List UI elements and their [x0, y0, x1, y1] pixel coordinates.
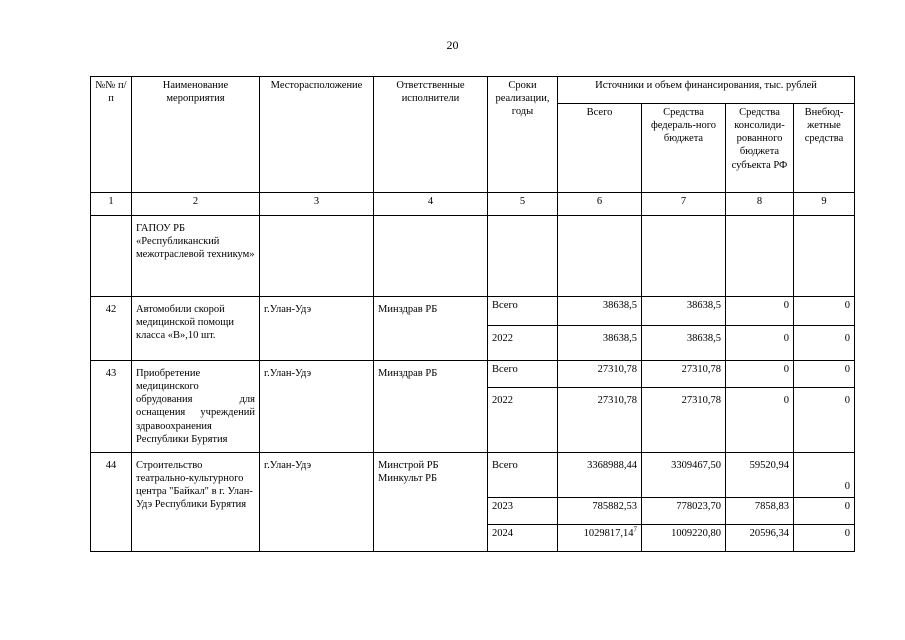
row-offbudget: 0 [794, 361, 855, 388]
column-number: 6 [558, 193, 642, 216]
header-funding-group: Источники и объем финансирования, тыс. рублей [558, 77, 855, 104]
row-federal: 1009220,80 [642, 525, 726, 552]
row-consolidated: 7858,83 [726, 498, 794, 525]
row-consolidated: 0 [726, 297, 794, 326]
row-responsible: Минздрав РБ [374, 361, 488, 453]
row-consolidated: 0 [726, 361, 794, 388]
row-period: Всего [488, 361, 558, 388]
row-location: г.Улан-Удэ [260, 361, 374, 453]
header-num: №№ п/п [91, 77, 132, 193]
row-name: Автомобили скорой медицинской помощи класса «В»,10 шт. [132, 297, 260, 361]
row-total: 38638,5 [558, 326, 642, 361]
row-name: Приобретение медицинского обрудования для оснащения учреждений здравоохранения Республики Бурятия [132, 361, 260, 453]
row-number: 44 [91, 453, 132, 552]
row-total-cell [558, 525, 642, 552]
row-offbudget: 0 [794, 525, 855, 552]
table-row [91, 297, 855, 326]
row-federal: 3309467,50 [642, 453, 726, 498]
row-offbudget: 0 [794, 326, 855, 361]
row-offbudget: 0 [794, 388, 855, 453]
row-consolidated: 59520,94 [726, 453, 794, 498]
row-period: 2022 [488, 326, 558, 361]
row-period: 2022 [488, 388, 558, 453]
table-row [91, 361, 855, 388]
row-number: 42 [91, 297, 132, 361]
row-location: г.Улан-Удэ [260, 297, 374, 361]
row-period: Всего [488, 453, 558, 498]
row-federal: 27310,78 [642, 388, 726, 453]
row-location: г.Улан-Удэ [260, 453, 374, 552]
row-total: 38638,5 [558, 297, 642, 326]
row-total: 3368988,44 [558, 453, 642, 498]
row-federal: 778023,70 [642, 498, 726, 525]
row-period: Всего [488, 297, 558, 326]
org-name: ГАПОУ РБ «Республиканский межотраслевой техникум» [132, 216, 260, 297]
page-number: 20 [446, 38, 459, 52]
row-total: 1029817,14 [583, 528, 634, 539]
header-federal: Средства федераль-ного бюджета [642, 104, 726, 193]
row-responsible: Минздрав РБ [374, 297, 488, 361]
row-consolidated: 0 [726, 388, 794, 453]
column-number: 8 [726, 193, 794, 216]
column-number: 4 [374, 193, 488, 216]
column-number: 2 [132, 193, 260, 216]
row-federal: 38638,5 [642, 326, 726, 361]
header-name: Наименование мероприятия [132, 77, 260, 193]
column-numbers-row [91, 193, 855, 216]
row-offbudget: 0 [794, 498, 855, 525]
row-offbudget: 0 [794, 453, 855, 498]
header-consolidated: Средства консолиди-рованного бюджета субъекта РФ [726, 104, 794, 193]
financing-table [90, 76, 855, 552]
column-number: 5 [488, 193, 558, 216]
row-period: 2024 [488, 525, 558, 552]
row-total: 785882,53 [558, 498, 642, 525]
row-federal: 38638,5 [642, 297, 726, 326]
row-total: 27310,78 [558, 361, 642, 388]
header-offbudget: Внебюд-жетные средства [794, 104, 855, 193]
column-number: 7 [642, 193, 726, 216]
row-name: Строительство театрально-культурного центра "Байкал" в г. Улан-Удэ Республики Бурятия [132, 453, 260, 552]
row-offbudget: 0 [794, 297, 855, 326]
row-federal: 27310,78 [642, 361, 726, 388]
header-responsible: Ответственные исполнители [374, 77, 488, 193]
row-period: 2023 [488, 498, 558, 525]
row-consolidated: 0 [726, 326, 794, 361]
row-responsible: Минстрой РБ Минкульт РБ [374, 453, 488, 552]
row-number: 43 [91, 361, 132, 453]
table-row [91, 216, 855, 297]
footnote-mark: 7 [633, 525, 637, 534]
table-row [91, 453, 855, 498]
row-total: 27310,78 [558, 388, 642, 453]
row-consolidated: 20596,34 [726, 525, 794, 552]
header-total: Всего [558, 104, 642, 193]
header-terms: Сроки реализации, годы [488, 77, 558, 193]
column-number: 9 [794, 193, 855, 216]
header-location: Месторасположение [260, 77, 374, 193]
column-number: 3 [260, 193, 374, 216]
column-number: 1 [91, 193, 132, 216]
